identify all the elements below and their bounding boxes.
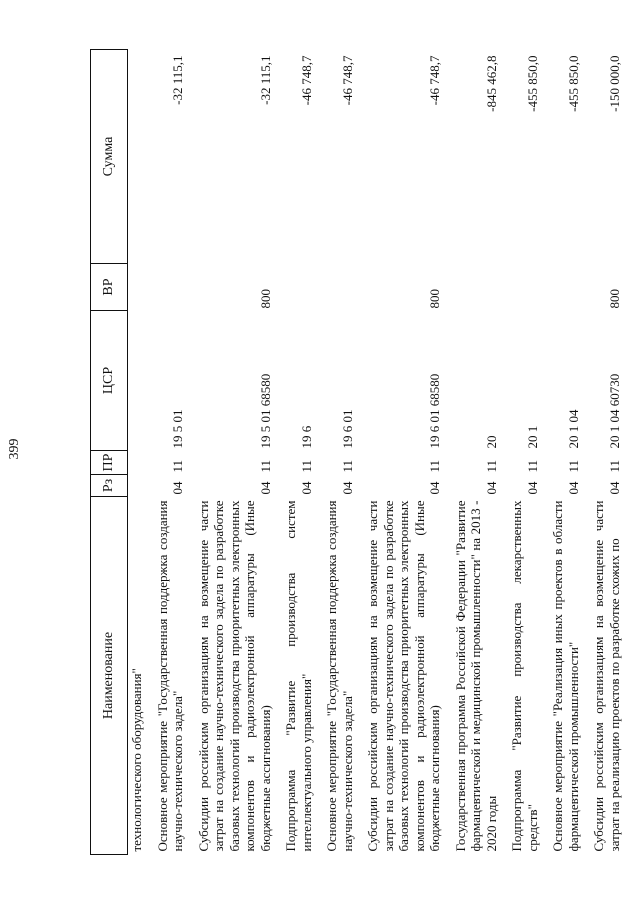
row-rz: 04 — [298, 481, 314, 495]
row-name: Субсидии российским организациям на возмещение части затрат на создание научно-технического задела по разработке базовых технологий производства приоритетных электронных компонентов и радиоэлектронной аппаратуры (Иные бюджетные ассигнования) — [365, 500, 442, 852]
row-vr — [275, 264, 316, 311]
row-name: Подпрограмма "Развитие производства лекарственных средств" — [509, 500, 540, 852]
column-header-name: Наименование — [91, 497, 128, 855]
row-vr: 800 — [257, 289, 273, 309]
row-csr: 19 6 01 — [339, 409, 355, 449]
row-rz — [128, 475, 147, 497]
table-row — [316, 50, 357, 855]
row-vr: 800 — [427, 289, 442, 309]
row-name: Основное мероприятие "Государственная поддержка создания научно-технического задела" — [324, 500, 355, 852]
row-csr: 20 1 04 60730 — [606, 373, 622, 449]
column-header-rz: Рз — [91, 475, 128, 497]
row-csr: 20 1 — [524, 425, 540, 449]
table-row — [357, 50, 445, 855]
row-csr: 20 — [483, 435, 499, 449]
row-name: Субсидии российским организациям на возмещение части затрат на создание научно-технического задела по разработке базовых технологий производства приоритетных электронных компонентов и радиоэлектронной аппаратуры (Иные бюджетные ассигнования) — [195, 500, 273, 852]
row-rz: 04 — [524, 481, 540, 495]
row-sum: -32 115,1 — [170, 55, 185, 105]
table-row — [128, 50, 147, 855]
row-csr: 19 5 01 68580 — [257, 373, 273, 449]
row-sum — [128, 50, 147, 264]
row-rz: 04 — [483, 481, 499, 495]
row-csr: 19 6 — [298, 425, 314, 449]
row-rz: 04 — [170, 481, 185, 495]
row-pr: 11 — [170, 459, 185, 473]
row-sum: -32 115,1 — [257, 55, 273, 105]
row-sum: -455 850,0 — [565, 55, 581, 112]
column-header-pr: ПР — [91, 451, 128, 475]
table-row — [188, 50, 276, 855]
row-pr: 11 — [427, 459, 442, 473]
table-row — [583, 50, 624, 855]
table-row — [275, 50, 316, 855]
row-name: Подпрограмма "Развитие производства систем интеллектуального управления" — [283, 500, 314, 852]
row-vr: 800 — [606, 289, 622, 309]
row-pr: 11 — [483, 459, 499, 473]
row-sum: -46 748,7 — [298, 55, 314, 106]
row-csr: 19 5 01 — [170, 409, 185, 449]
row-pr: 11 — [257, 459, 273, 473]
row-pr: 11 — [565, 459, 581, 473]
row-rz: 04 — [427, 481, 442, 495]
row-pr: 11 — [298, 459, 314, 473]
row-pr: 11 — [606, 459, 622, 473]
table-row — [147, 50, 188, 855]
table-row — [501, 50, 542, 855]
row-sum: -150 000,0 — [606, 55, 622, 112]
table-row — [445, 50, 502, 855]
column-header-sum: Сумма — [91, 50, 128, 264]
row-name: Основное мероприятие "Реализация иных проектов в области фармацевтической промышленности" — [550, 500, 581, 852]
row-name: Государственная программа Российской Федерации "Развитие фармацевтической и медицинской промышленности" на 2013 - 2020 годы — [452, 500, 499, 852]
column-header-vr: ВР — [91, 264, 128, 311]
rotated-page — [90, 50, 620, 855]
row-name: Основное мероприятие "Государственная поддержка создания научно-технического задела" — [154, 500, 185, 852]
row-sum: -455 850,0 — [524, 55, 540, 112]
table-header — [91, 50, 128, 855]
row-name: Субсидии российским организациям на возмещение части затрат на реализацию проектов по разработке схожих по — [591, 500, 622, 852]
row-rz: 04 — [565, 481, 581, 495]
row-rz: 04 — [606, 481, 622, 495]
page-number: 399 — [7, 438, 22, 460]
row-rz: 04 — [257, 481, 273, 495]
row-csr — [128, 311, 147, 451]
row-csr: 19 6 01 68580 — [427, 373, 442, 449]
table-row — [542, 50, 583, 855]
row-name: технологического оборудования" — [129, 668, 144, 852]
row-pr — [128, 451, 147, 475]
row-sum: -845 462,8 — [483, 55, 499, 112]
row-pr: 11 — [524, 459, 540, 473]
row-vr — [542, 264, 583, 311]
row-vr — [147, 264, 188, 311]
row-vr — [445, 264, 502, 311]
row-vr — [501, 264, 542, 311]
row-pr: 11 — [339, 459, 355, 473]
row-vr — [316, 264, 357, 311]
row-vr — [128, 264, 147, 311]
row-csr: 20 1 04 — [565, 409, 581, 449]
row-sum: -46 748,7 — [427, 55, 442, 106]
column-header-csr: ЦСР — [91, 311, 128, 451]
row-sum: -46 748,7 — [339, 55, 355, 106]
row-rz: 04 — [339, 481, 355, 495]
budget-table — [90, 49, 624, 855]
